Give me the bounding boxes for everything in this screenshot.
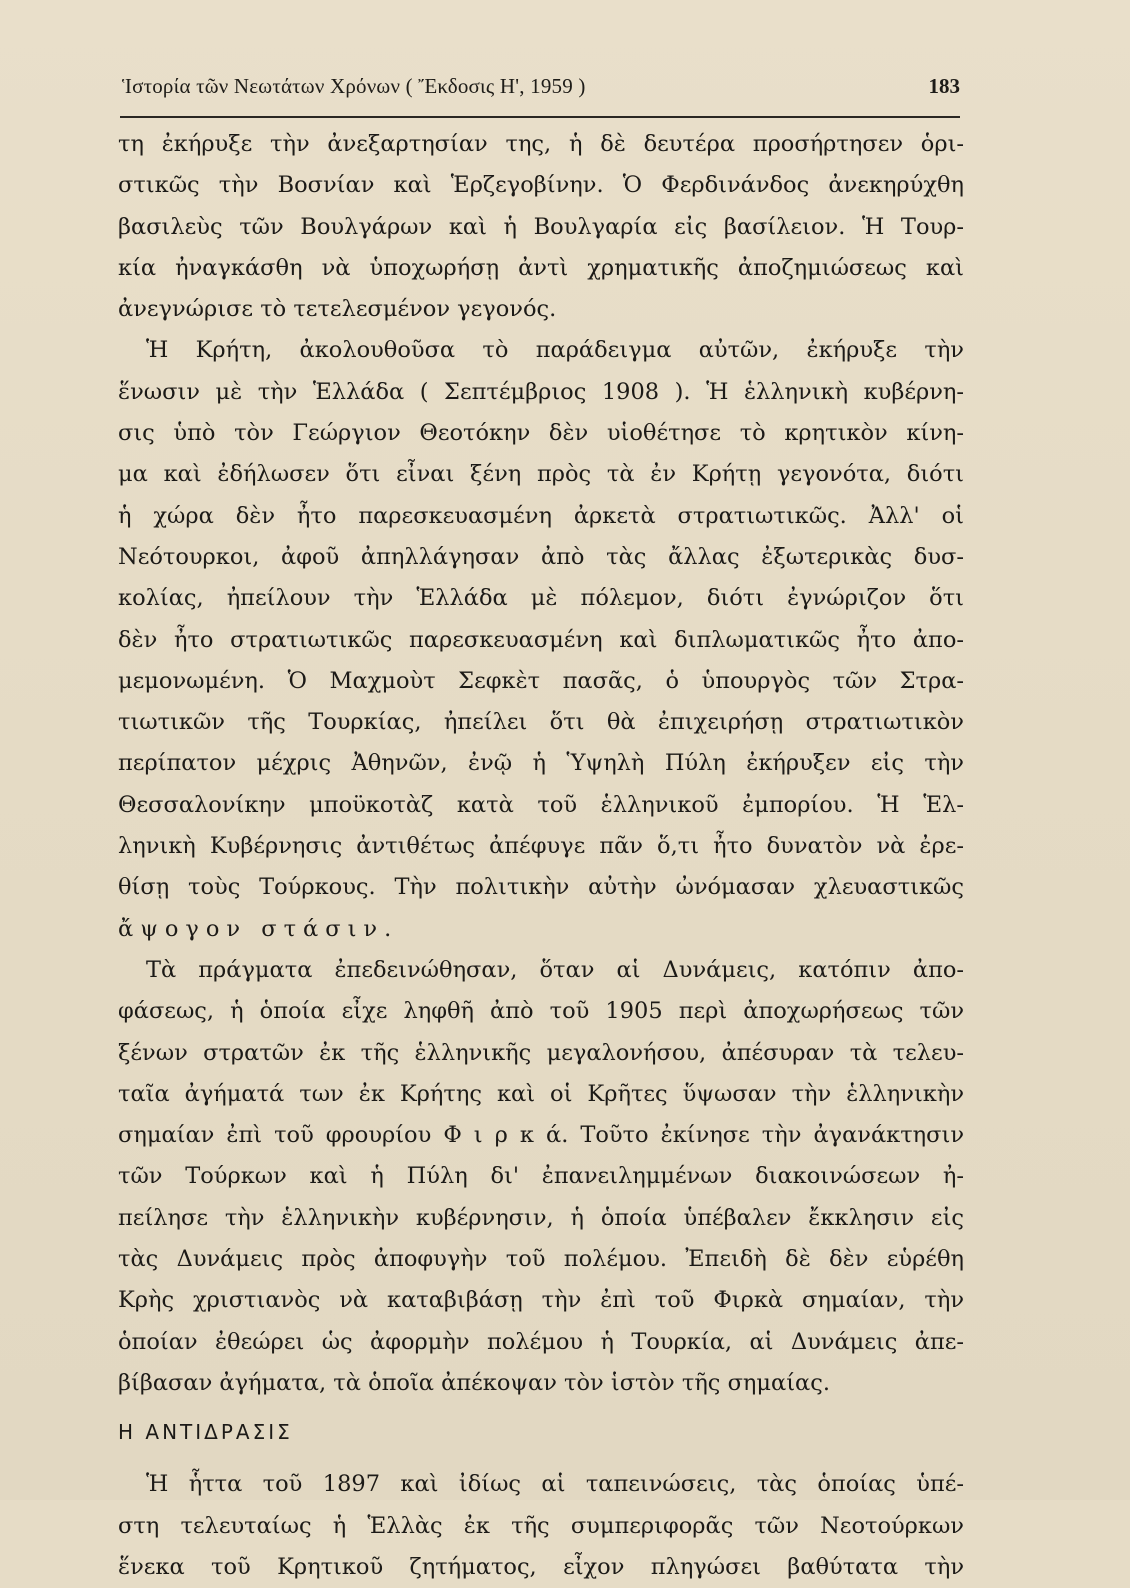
text-line: τη ἐκήρυξε τὴν ἀνεξαρτησίαν της, ἡ δὲ δευτέρα προσήρτησεν ὁρι- — [118, 131, 964, 157]
text-line: Τὰ πράγματα ἐπεδεινώθησαν, ὅταν αἱ Δυνάμεις, κατόπιν ἀπο- — [146, 956, 964, 983]
header-rule — [120, 116, 960, 118]
text-line: ἄψογον στάσιν. — [118, 915, 399, 942]
text-line: ξένων στρατῶν ἐκ τῆς ἑλληνικῆς μεγαλονήσου, ἀπέσυραν τὰ τελευ- — [118, 1039, 964, 1066]
text-line: Κρὴς χριστιανὸς νὰ καταβιβάσῃ τὴν ἐπὶ τοῦ Φιρκὰ σημαίαν, τὴν — [118, 1287, 964, 1314]
text-line: κία ἠναγκάσθη νὰ ὑποχωρήσῃ ἀντὶ χρηματικῆς ἀποζημιώσεως καὶ — [118, 254, 964, 281]
text-line: πείλησε τὴν ἑλληνικὴν κυβέρνησιν, ἡ ὁποία ὑπέβαλεν ἔκκλησιν εἰς — [118, 1204, 964, 1231]
text-line: Ἡ Κρήτη, ἀκολουθοῦσα τὸ παράδειγμα αὐτῶν, ἐκήρυξε τὴν — [146, 337, 964, 364]
text-line: στη τελευταίως ἡ Ἑλλὰς ἐκ τῆς συμπεριφορᾶς τῶν Νεοτούρκων — [118, 1512, 964, 1539]
text-line: ἡ χώρα δὲν ἦτο παρεσκευασμένη ἀρκετὰ στρατιωτικῶς. Ἀλλ' οἱ — [118, 502, 964, 529]
text-line: μα καὶ ἐδήλωσεν ὅτι εἶναι ξένη πρὸς τὰ ἐν Κρήτῃ γεγονότα, διότι — [118, 461, 964, 488]
text-line: κολίας, ἠπείλουν τὴν Ἑλλάδα μὲ πόλεμον, διότι ἐγνώριζον ὅτι — [118, 585, 964, 612]
text-line: φάσεως, ἡ ὁποία εἶχε ληφθῆ ἀπὸ τοῦ 1905 περὶ ἀποχωρήσεως τῶν — [118, 998, 964, 1025]
text-line: βασιλεὺς τῶν Βουλγάρων καὶ ἡ Βουλγαρία εἰς βασίλειον. Ἡ Τουρ- — [118, 213, 964, 240]
text-line: Ἡ ἧττα τοῦ 1897 καὶ ἰδίως αἱ ταπεινώσεις, τὰς ὁποίας ὑπέ- — [146, 1471, 964, 1498]
text-line: σημαίαν ἐπὶ τοῦ φρουρίου Φ ι ρ κ ά. Τοῦτο ἐκίνησε τὴν ἀγανάκτησιν — [118, 1122, 964, 1149]
text-line: στικῶς τὴν Βοσνίαν καὶ Ἑρζεγοβίνην. Ὁ Φερδινάνδος ἀνεκηρύχθη — [118, 172, 964, 199]
section-heading: Η ΑΝΤΙΔΡΑΣΙΣ — [118, 1420, 293, 1445]
text-line: σις ὑπὸ τὸν Γεώργιον Θεοτόκην δὲν υἱοθέτησε τὸ κρητικὸν κίνη- — [118, 420, 964, 447]
body-text — [118, 124, 964, 1588]
text-line: ἕνωσιν μὲ τὴν Ἑλλάδα ( Σεπτέμβριος 1908 ). Ἡ ἑλληνικὴ κυβέρνη- — [118, 378, 964, 405]
text-line: ταῖα ἀγήματά των ἐκ Κρήτης καὶ οἱ Κρῆτες ὕψωσαν τὴν ἑλληνικὴν — [118, 1080, 964, 1107]
text-line: δὲν ἦτο στρατιωτικῶς παρεσκευασμένη καὶ διπλωματικῶς ἦτο ἀπο- — [118, 626, 964, 653]
text-line: ληνικὴ Κυβέρνησις ἀντιθέτως ἀπέφυγε πᾶν ὅ,τι ἦτο δυνατὸν νὰ ἐρε- — [118, 833, 964, 860]
text-line: τῶν Τούρκων καὶ ἡ Πύλη δι' ἐπανειλημμένων διακοινώσεων ἠ- — [118, 1163, 964, 1190]
text-line: μεμονωμένη. Ὁ Μαχμοὺτ Σεφκὲτ πασᾶς, ὁ ὑπουργὸς τῶν Στρα- — [118, 667, 964, 694]
page-number: 183 — [928, 74, 960, 98]
running-header — [122, 74, 960, 106]
text-line: ἕνεκα τοῦ Κρητικοῦ ζητήματος, εἶχον πληγώσει βαθύτατα τὴν — [118, 1553, 964, 1580]
text-line: θίσῃ τοὺς Τούρκους. Τὴν πολιτικὴν αὐτὴν ὠνόμασαν χλευαστικῶς — [118, 874, 964, 901]
text-line: Νεότουρκοι, ἀφοῦ ἀπηλλάγησαν ἀπὸ τὰς ἄλλας ἐξωτερικὰς δυσ- — [118, 543, 964, 570]
text-line: τιωτικῶν τῆς Τουρκίας, ἠπείλει ὅτι θὰ ἐπιχειρήσῃ στρατιωτικὸν — [118, 709, 964, 736]
text-line: περίπατον μέχρις Ἀθηνῶν, ἐνῷ ἡ Ὑψηλὴ Πύλη ἐκήρυξεν εἰς τὴν — [118, 750, 964, 777]
text-line: ὁποίαν ἐθεώρει ὡς ἀφορμὴν πολέμου ἡ Τουρκία, αἱ Δυνάμεις ἀπε- — [118, 1328, 964, 1355]
text-line: τὰς Δυνάμεις πρὸς ἀποφυγὴν τοῦ πολέμου. Ἐπειδὴ δὲ δὲν εὑρέθη — [118, 1246, 964, 1273]
text-line: βίβασαν ἀγήματα, τὰ ὁποῖα ἀπέκοψαν τὸν ἱστὸν τῆς σημαίας. — [118, 1369, 830, 1396]
text-line: ἀνεγνώρισε τὸ τετελεσμένον γεγονός. — [118, 296, 557, 323]
text-line: Θεσσαλονίκην μποϋκοτὰζ κατὰ τοῦ ἑλληνικοῦ ἐμπορίου. Ἡ Ἑλ- — [118, 791, 964, 818]
running-header-title: Ἱστορία τῶν Νεωτάτων Χρόνων ( Ἔκδοσις Η', 1959 ) — [122, 74, 586, 98]
